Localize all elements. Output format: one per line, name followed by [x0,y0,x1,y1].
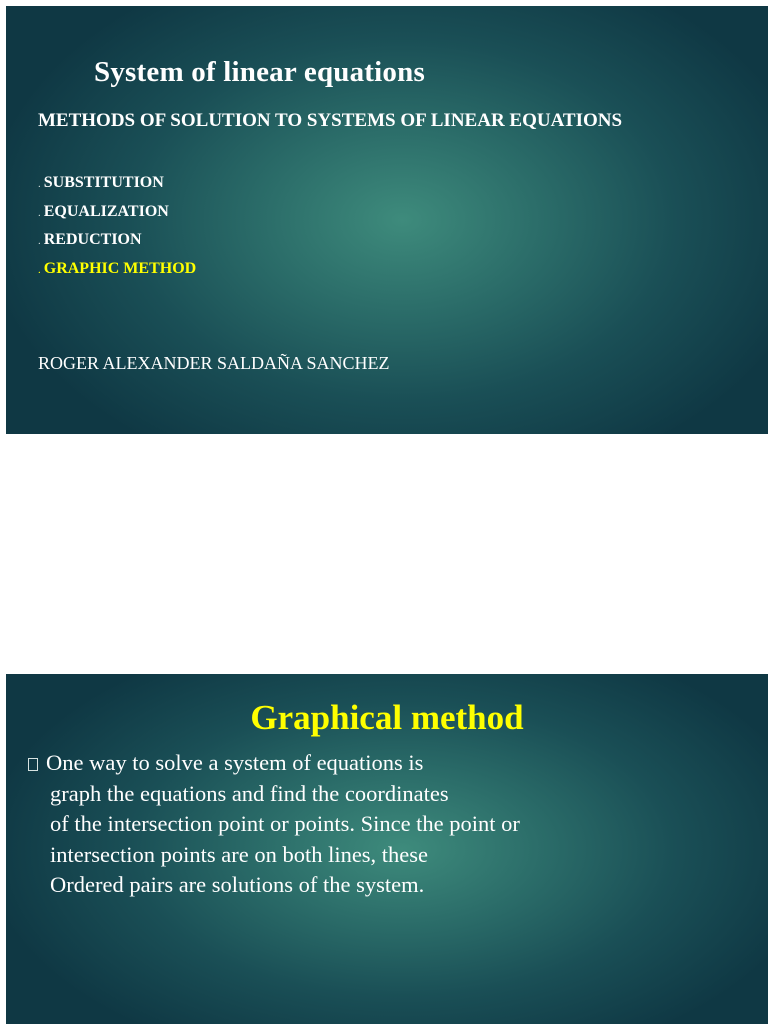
author-name: ROGER ALEXANDER SALDAÑA SANCHEZ [38,353,390,373]
list-item-label: GRAPHIC METHOD [43,259,197,277]
slide-1 [6,6,768,434]
bullet-dot: . [38,178,41,190]
methods-list [38,172,196,286]
body-line-text: One way to solve a system of equations is [46,750,424,775]
list-item-label: SUBSTITUTION [43,174,164,191]
slide-body [28,748,748,901]
bullet-dot: . [38,235,41,247]
list-item-substitution [38,172,196,201]
slide-2 [6,674,768,1024]
slide-subtitle: METHODS OF SOLUTION TO SYSTEMS OF LINEAR EQUATIONS [38,110,623,131]
list-item-graphic-method [38,258,196,287]
body-line: intersection points are on both lines, these [50,841,429,867]
bullet-dot: . [38,263,41,276]
list-item-label: EQUALIZATION [43,202,169,220]
bullet-dot: . [38,206,41,219]
body-line [28,748,748,779]
list-item-label: REDUCTION [43,231,142,248]
square-bullet-icon [28,758,38,771]
list-item-reduction [38,229,196,258]
body-line: graph the equations and find the coordinates [50,780,449,806]
body-line: of the intersection point or points. Since the point or [50,811,520,836]
body-line: Ordered pairs are solutions of the system. [50,872,425,897]
list-item-equalization [38,201,196,230]
slide-title: System of linear equations [94,56,425,88]
slide-title: Graphical method [250,698,524,737]
